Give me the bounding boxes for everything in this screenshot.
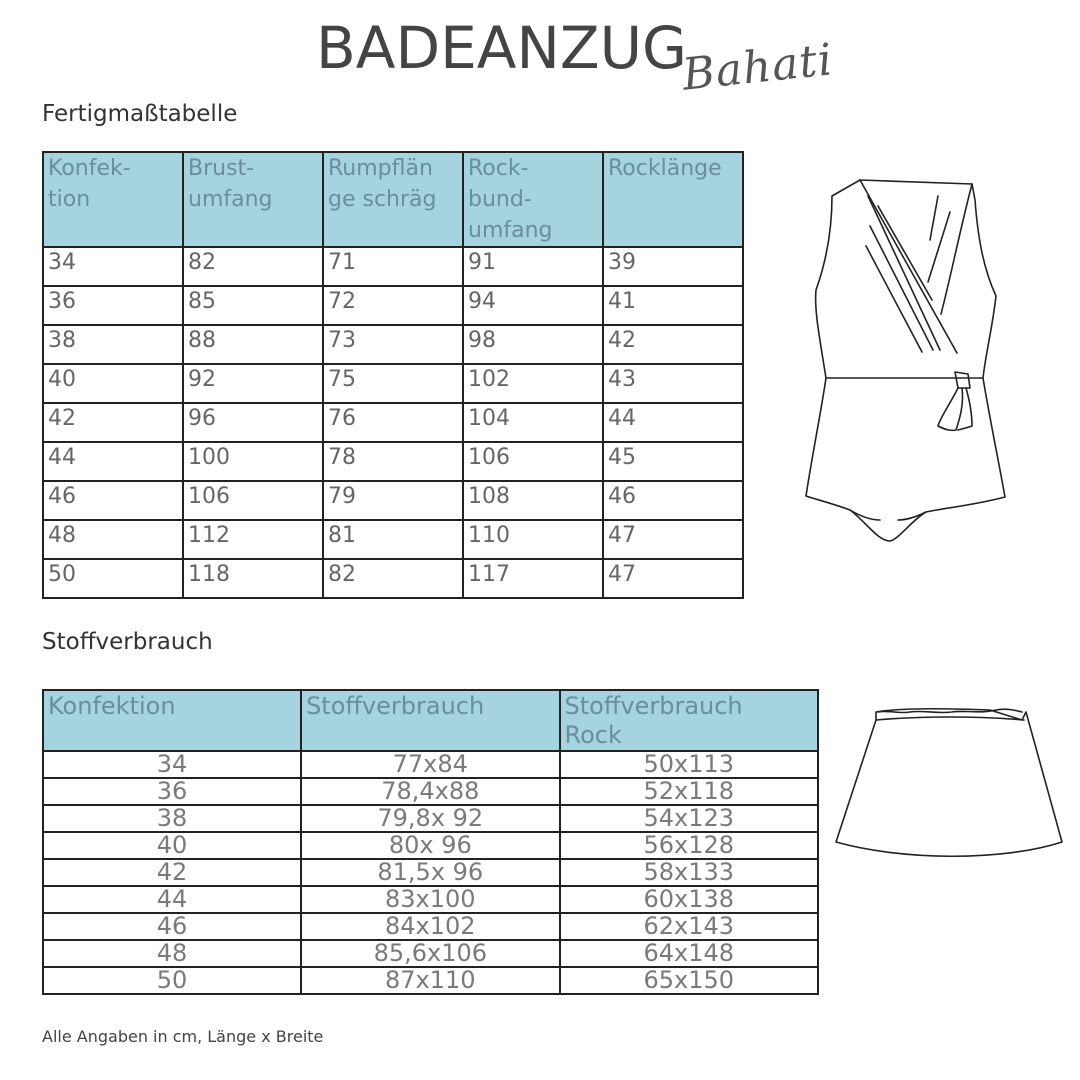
table-cell: 76: [323, 403, 463, 442]
table-row: [43, 442, 743, 481]
column-header: Brust- umfang: [183, 152, 323, 247]
table-cell: 85,6x106: [301, 940, 559, 967]
column-header: Rumpflän ge schräg: [323, 152, 463, 247]
table-cell: 77x84: [301, 751, 559, 778]
table-row: [43, 913, 818, 940]
fabric-table: [42, 689, 819, 995]
table-row: [43, 967, 818, 994]
table-cell: 92: [183, 364, 323, 403]
table-row: [43, 886, 818, 913]
footnote: Alle Angaben in cm, Länge x Breite: [42, 1027, 324, 1046]
table-cell: 79: [323, 481, 463, 520]
table-row: [43, 805, 818, 832]
brand-script-name: Bahati: [680, 34, 836, 101]
table-cell: 40: [43, 364, 183, 403]
table-cell: 50x113: [560, 751, 818, 778]
fabric-table-header-row: [43, 690, 818, 751]
table-cell: 54x123: [560, 805, 818, 832]
table-row: [43, 859, 818, 886]
table-row: [43, 940, 818, 967]
section-heading-fabric: Stoffverbrauch: [42, 629, 213, 655]
table-cell: 75: [323, 364, 463, 403]
table-cell: 106: [463, 442, 603, 481]
table-cell: 42: [603, 325, 743, 364]
table-cell: 104: [463, 403, 603, 442]
column-header: Stoffverbrauch: [301, 690, 559, 751]
table-cell: 46: [43, 913, 301, 940]
table-cell: 38: [43, 805, 301, 832]
table-cell: 96: [183, 403, 323, 442]
table-cell: 85: [183, 286, 323, 325]
table-cell: 39: [603, 247, 743, 286]
table-cell: 44: [43, 886, 301, 913]
column-header: Rock- bund- umfang: [463, 152, 603, 247]
size-table: [42, 151, 744, 599]
table-cell: 72: [323, 286, 463, 325]
table-row: [43, 559, 743, 598]
table-cell: 40: [43, 832, 301, 859]
column-header: Konfek- tion: [43, 152, 183, 247]
table-cell: 94: [463, 286, 603, 325]
table-cell: 78: [323, 442, 463, 481]
table-cell: 83x100: [301, 886, 559, 913]
table-cell: 52x118: [560, 778, 818, 805]
table-cell: 41: [603, 286, 743, 325]
section-heading-sizes: Fertigmaßtabelle: [42, 101, 238, 127]
table-cell: 78,4x88: [301, 778, 559, 805]
table-cell: 44: [43, 442, 183, 481]
skirt-drawing-icon: [830, 700, 1070, 870]
table-row: [43, 481, 743, 520]
table-cell: 108: [463, 481, 603, 520]
table-cell: 73: [323, 325, 463, 364]
table-cell: 102: [463, 364, 603, 403]
table-cell: 65x150: [560, 967, 818, 994]
table-cell: 43: [603, 364, 743, 403]
table-cell: 50: [43, 967, 301, 994]
page-title: BADEANZUG: [316, 14, 687, 82]
table-cell: 38: [43, 325, 183, 364]
table-cell: 48: [43, 520, 183, 559]
table-cell: 84x102: [301, 913, 559, 940]
table-row: [43, 403, 743, 442]
table-cell: 47: [603, 559, 743, 598]
table-cell: 48: [43, 940, 301, 967]
table-cell: 79,8x 92: [301, 805, 559, 832]
table-cell: 117: [463, 559, 603, 598]
table-cell: 60x138: [560, 886, 818, 913]
table-cell: 42: [43, 859, 301, 886]
table-cell: 62x143: [560, 913, 818, 940]
table-row: [43, 778, 818, 805]
table-row: [43, 286, 743, 325]
table-cell: 36: [43, 778, 301, 805]
table-cell: 82: [183, 247, 323, 286]
table-cell: 36: [43, 286, 183, 325]
table-cell: 47: [603, 520, 743, 559]
column-header: Rocklänge: [603, 152, 743, 247]
column-header: Stoffverbrauch Rock: [560, 690, 818, 751]
table-cell: 44: [603, 403, 743, 442]
table-cell: 42: [43, 403, 183, 442]
table-cell: 64x148: [560, 940, 818, 967]
table-cell: 118: [183, 559, 323, 598]
table-cell: 82: [323, 559, 463, 598]
table-row: [43, 520, 743, 559]
table-cell: 88: [183, 325, 323, 364]
table-cell: 34: [43, 247, 183, 286]
swimsuit-drawing-icon: [800, 176, 1010, 546]
table-cell: 110: [463, 520, 603, 559]
size-table-header-row: [43, 152, 743, 247]
table-cell: 98: [463, 325, 603, 364]
table-cell: 112: [183, 520, 323, 559]
table-cell: 106: [183, 481, 323, 520]
table-row: [43, 751, 818, 778]
table-cell: 87x110: [301, 967, 559, 994]
table-cell: 81: [323, 520, 463, 559]
table-cell: 80x 96: [301, 832, 559, 859]
table-row: [43, 364, 743, 403]
table-row: [43, 832, 818, 859]
table-row: [43, 247, 743, 286]
table-cell: 100: [183, 442, 323, 481]
table-cell: 50: [43, 559, 183, 598]
table-row: [43, 325, 743, 364]
table-cell: 91: [463, 247, 603, 286]
table-cell: 56x128: [560, 832, 818, 859]
table-cell: 58x133: [560, 859, 818, 886]
column-header: Konfektion: [43, 690, 301, 751]
table-cell: 34: [43, 751, 301, 778]
table-cell: 46: [43, 481, 183, 520]
table-cell: 81,5x 96: [301, 859, 559, 886]
table-cell: 71: [323, 247, 463, 286]
table-cell: 45: [603, 442, 743, 481]
table-cell: 46: [603, 481, 743, 520]
